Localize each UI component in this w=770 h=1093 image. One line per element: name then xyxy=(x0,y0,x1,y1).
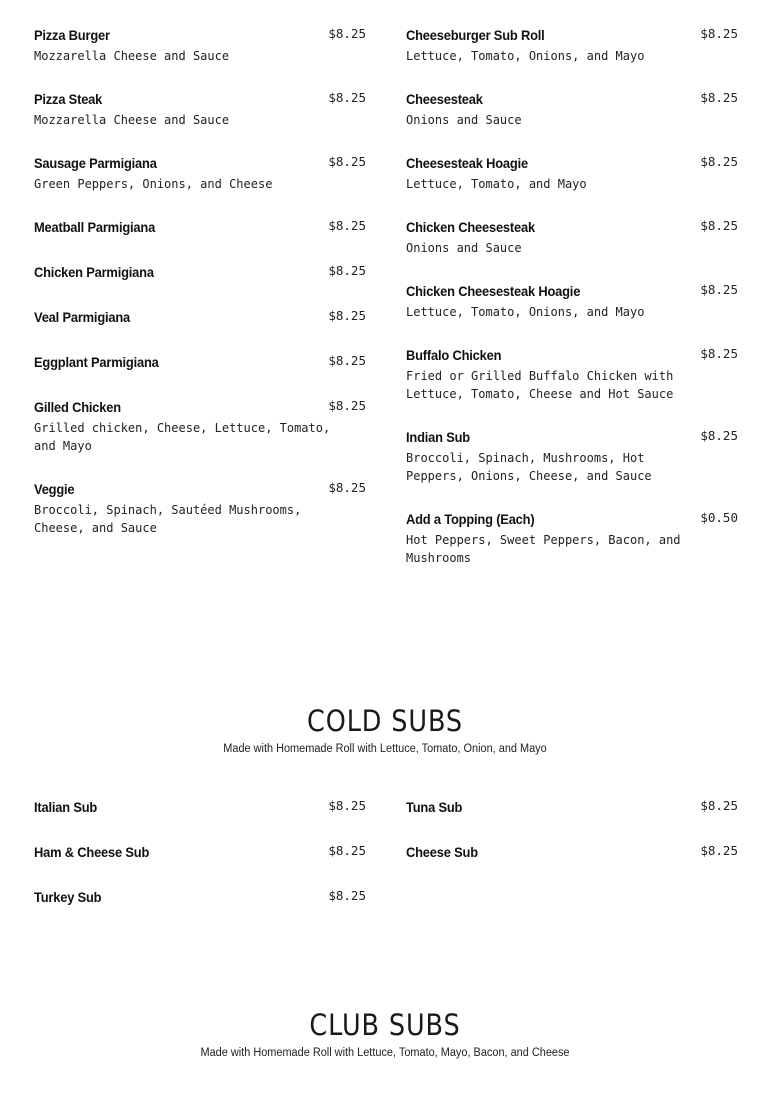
menu-item-name: Pizza Steak xyxy=(34,91,103,107)
menu-item-price: $8.25 xyxy=(700,798,738,813)
menu-item-header xyxy=(34,478,366,500)
menu-item-name: Chicken Cheesesteak Hoagie xyxy=(406,283,581,299)
menu-item-price: $8.25 xyxy=(328,308,366,323)
menu-item-price: $8.25 xyxy=(328,218,366,233)
menu-item xyxy=(34,796,366,818)
menu-item-description: Onions and Sauce xyxy=(406,241,522,255)
menu-item-name: Pizza Burger xyxy=(34,27,110,43)
menu-item-header xyxy=(406,88,738,110)
menu-item-description: Hot Peppers, Sweet Peppers, Bacon, and Mushrooms xyxy=(406,533,681,565)
menu-item xyxy=(406,426,738,485)
menu-item-name: Cheese Sub xyxy=(406,844,478,860)
menu-item-header xyxy=(34,152,366,174)
menu-item-description: Fried or Grilled Buffalo Chicken with Lettuce, Tomato, Cheese and Hot Sauce xyxy=(406,369,674,401)
menu-item-price: $8.25 xyxy=(328,480,366,495)
menu-item-name: Sausage Parmigiana xyxy=(34,155,157,171)
menu-item-name: Chicken Parmigiana xyxy=(34,264,154,280)
menu-item-name: Turkey Sub xyxy=(34,889,102,905)
menu-item-price: $8.25 xyxy=(328,843,366,858)
hot-subs-left-column xyxy=(34,24,366,560)
menu-item xyxy=(34,841,366,863)
menu-item xyxy=(406,508,738,567)
menu-item-price: $8.25 xyxy=(700,843,738,858)
menu-item xyxy=(34,216,366,238)
menu-item-name: Add a Topping (Each) xyxy=(406,511,535,527)
menu-item-header xyxy=(34,841,366,863)
menu-item xyxy=(406,280,738,321)
menu-item-description: Grilled chicken, Cheese, Lettuce, Tomato, and Mayo xyxy=(34,421,331,453)
menu-item-price: $8.25 xyxy=(328,154,366,169)
menu-item-description: Lettuce, Tomato, Onions, and Mayo xyxy=(406,305,645,319)
cold-subs-left-column xyxy=(34,796,366,931)
menu-item-price: $8.25 xyxy=(700,218,738,233)
menu-item xyxy=(406,88,738,129)
menu-item-price: $8.25 xyxy=(328,798,366,813)
menu-item-header xyxy=(34,796,366,818)
menu-item xyxy=(406,152,738,193)
menu-item-header xyxy=(406,280,738,302)
menu-item xyxy=(34,396,366,455)
menu-item-name: Eggplant Parmigiana xyxy=(34,354,159,370)
menu-item-description: Broccoli, Spinach, Mushrooms, Hot Peppers, Onions, Cheese, and Sauce xyxy=(406,451,652,483)
menu-item xyxy=(406,841,738,863)
menu-item xyxy=(34,306,366,328)
menu-item xyxy=(34,152,366,193)
menu-item-name: Indian Sub xyxy=(406,429,470,445)
menu-item xyxy=(34,261,366,283)
menu-item-description: Green Peppers, Onions, and Cheese xyxy=(34,177,273,191)
menu-item-name: Cheeseburger Sub Roll xyxy=(406,27,545,43)
menu-item-header xyxy=(406,344,738,366)
menu-item-header xyxy=(406,24,738,46)
menu-item-name: Veal Parmigiana xyxy=(34,309,131,325)
menu-item-name: Italian Sub xyxy=(34,799,98,815)
menu-item-price: $8.25 xyxy=(700,154,738,169)
menu-item-price: $8.25 xyxy=(700,428,738,443)
menu-item-price: $8.25 xyxy=(328,398,366,413)
menu-item-name: Cheesesteak xyxy=(406,91,483,107)
menu-item-description: Onions and Sauce xyxy=(406,113,522,127)
menu-item-header xyxy=(406,841,738,863)
menu-item xyxy=(406,24,738,65)
menu-item-price: $0.50 xyxy=(700,510,738,525)
menu-item-name: Veggie xyxy=(34,481,75,497)
menu-item-price: $8.25 xyxy=(328,26,366,41)
menu-item-header xyxy=(34,216,366,238)
menu-item-header xyxy=(34,261,366,283)
menu-item-name: Tuna Sub xyxy=(406,799,463,815)
menu-item-name: Meatball Parmigiana xyxy=(34,219,156,235)
menu-item-header xyxy=(406,796,738,818)
menu-item xyxy=(34,351,366,373)
menu-item-price: $8.25 xyxy=(700,346,738,361)
menu-item-name: Chicken Cheesesteak xyxy=(406,219,535,235)
menu-item-header xyxy=(34,351,366,373)
menu-item xyxy=(406,344,738,403)
menu-item-price: $8.25 xyxy=(328,90,366,105)
cold-subs-title: COLD SUBS xyxy=(307,704,463,738)
menu-item-price: $8.25 xyxy=(700,282,738,297)
menu-item xyxy=(34,24,366,65)
menu-item-name: Gilled Chicken xyxy=(34,399,121,415)
menu-item-header xyxy=(406,426,738,448)
menu-item-price: $8.25 xyxy=(700,90,738,105)
menu-item-description: Mozzarella Cheese and Sauce xyxy=(34,113,230,127)
menu-item xyxy=(406,796,738,818)
menu-item-name: Ham & Cheese Sub xyxy=(34,844,150,860)
menu-item xyxy=(34,886,366,908)
menu-item-price: $8.25 xyxy=(328,263,366,278)
menu-item xyxy=(34,478,366,537)
menu-item-header xyxy=(34,886,366,908)
menu-item-header xyxy=(406,216,738,238)
club-subs-title: CLUB SUBS xyxy=(309,1008,461,1042)
menu-item xyxy=(34,88,366,129)
menu-item-name: Buffalo Chicken xyxy=(406,347,502,363)
menu-item-header xyxy=(406,508,738,530)
menu-item-description: Mozzarella Cheese and Sauce xyxy=(34,49,230,63)
menu-item-price: $8.25 xyxy=(328,888,366,903)
menu-item-header xyxy=(34,24,366,46)
menu-item-header xyxy=(406,152,738,174)
hot-subs-right-column xyxy=(406,24,738,590)
menu-item-price: $8.25 xyxy=(700,26,738,41)
menu-item-header xyxy=(34,396,366,418)
cold-subs-right-column xyxy=(406,796,738,886)
menu-item-description: Lettuce, Tomato, Onions, and Mayo xyxy=(406,49,645,63)
menu-item-name: Cheesesteak Hoagie xyxy=(406,155,528,171)
cold-subs-subtitle: Made with Homemade Roll with Lettuce, Tomato, Onion, and Mayo xyxy=(223,743,547,755)
club-subs-subtitle: Made with Homemade Roll with Lettuce, Tomato, Mayo, Bacon, and Cheese xyxy=(200,1047,570,1059)
menu-item-price: $8.25 xyxy=(328,353,366,368)
menu-item xyxy=(406,216,738,257)
menu-item-header xyxy=(34,306,366,328)
menu-item-header xyxy=(34,88,366,110)
menu-item-description: Broccoli, Spinach, Sautéed Mushrooms, Cheese, and Sauce xyxy=(34,503,302,535)
menu-item-description: Lettuce, Tomato, and Mayo xyxy=(406,177,587,191)
